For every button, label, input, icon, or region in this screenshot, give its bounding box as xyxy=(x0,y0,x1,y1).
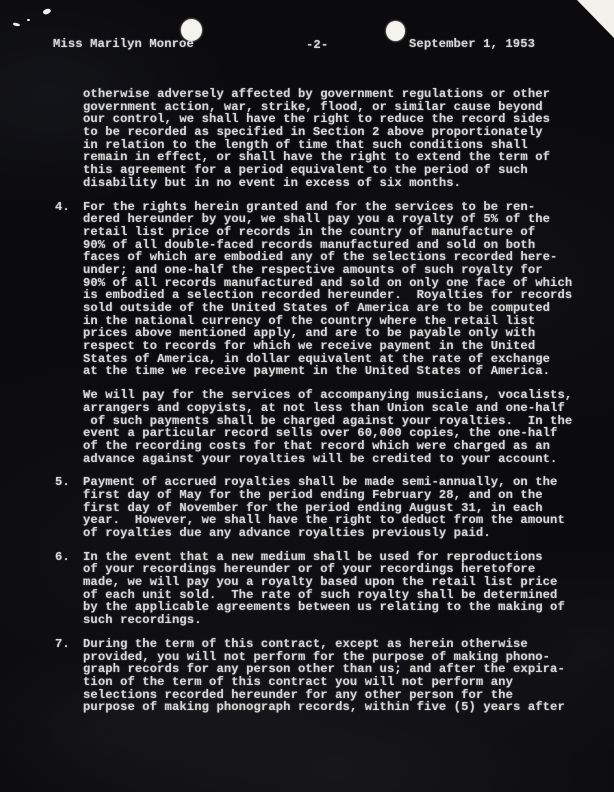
ink-speck-icon xyxy=(13,22,20,26)
paragraph-number xyxy=(55,389,83,465)
text-line: under; and one-half the respective amounts of such royalty for xyxy=(83,262,543,277)
text-line: of each unit sold. The rate of such royalty shall be determined xyxy=(83,587,558,602)
text-line: States of America, in dollar equivalent at the rate of exchange xyxy=(83,351,551,366)
paragraph xyxy=(55,88,605,190)
text-line: sold outside of the United States of America are to be computed xyxy=(83,301,551,315)
recipient-name: Miss Marilyn Monroe xyxy=(53,37,194,51)
document-date: September 1, 1953 xyxy=(409,37,536,51)
paragraph-number: 6. xyxy=(55,549,70,564)
text-line: by the applicable agreements between us relating to the making of xyxy=(83,600,565,615)
text-line: selections recorded hereunder for any other person for the xyxy=(83,687,513,702)
text-line: dered hereunder by you, we shall pay you a royalty of 5% of the xyxy=(83,212,551,227)
text-line: such recordings. xyxy=(83,613,202,628)
paragraph-lines xyxy=(83,389,605,465)
text-line: first day of May for the period ending February 28, and on the xyxy=(83,487,543,502)
text-line: this agreement for a period equivalent to the period of such xyxy=(83,163,528,178)
text-line: of your recordings hereunder or of your recordings heretofore xyxy=(83,562,536,577)
text-line: faces of which are embodied any of the selections recorded here- xyxy=(83,250,558,265)
paragraph-lines xyxy=(83,476,605,539)
text-line: event a particular record sells over 60,000 copies, the one-half xyxy=(83,426,558,441)
text-line: first day of November for the period ending August 31, in each xyxy=(83,500,543,515)
paragraph xyxy=(55,551,605,627)
text-line: government action, war, strike, flood, or similar cause beyond xyxy=(83,99,543,114)
text-line: to be recorded as specified in Section 2 above proportionately xyxy=(83,125,543,140)
text-line: remain in effect, or shall have the right to extend the term of xyxy=(83,150,551,165)
paragraph-number xyxy=(55,88,83,190)
text-line: at the time we receive payment in the United States of America. xyxy=(83,364,551,379)
paragraph-lines xyxy=(83,88,605,190)
text-line: made, we will pay you a royalty based upon the retail list price xyxy=(83,575,558,590)
text-line: For the rights herein granted and for the services to be ren- xyxy=(83,199,536,214)
text-line: In the event that a new medium shall be used for reproductions xyxy=(83,549,543,564)
paragraph xyxy=(55,201,605,379)
text-line: otherwise adversely affected by government regulations or other xyxy=(83,87,551,101)
text-line: retail list price of records in the country of manufacture of xyxy=(83,224,536,239)
text-line: During the term of this contract, except as herein otherwise xyxy=(83,636,528,651)
paragraph-number: 5. xyxy=(55,475,70,490)
text-line: 90% of all double-faced records manufactured and sold on both xyxy=(83,237,536,252)
ink-speck-icon xyxy=(27,19,30,21)
text-line: tion of the term of this contract you will not perform any xyxy=(83,674,513,689)
text-line: purpose of making phonograph records, within five (5) years after xyxy=(83,700,565,715)
document-body xyxy=(55,88,605,725)
paragraph-number: 7. xyxy=(55,636,70,651)
text-line: provided, you will not perform for the purpose of making phono- xyxy=(83,649,551,664)
text-line: our control, we shall have the right to reduce the record sides xyxy=(83,112,551,127)
page-number: -2- xyxy=(306,38,329,52)
text-line: year. However, we shall have the right to deduct from the amount xyxy=(83,513,565,528)
text-line: in relation to the length of time that such conditions shall xyxy=(83,137,528,152)
text-line: respect to records for which we receive payment in the United xyxy=(83,339,536,354)
paragraph xyxy=(55,389,605,465)
text-line: is embodied a selection recorded hereunder. Royalties for records xyxy=(83,288,573,303)
text-line: in the national currency of the country where the retail list xyxy=(83,313,536,328)
page-header xyxy=(0,37,614,53)
paragraph-lines xyxy=(83,638,605,714)
ink-speck-icon xyxy=(42,8,51,16)
text-line: Payment of accrued royalties shall be made semi-annually, on the xyxy=(83,475,558,490)
paragraph-number: 4. xyxy=(55,199,70,214)
paragraph-lines xyxy=(83,551,605,627)
text-line: of such payments shall be charged against your royalties. In the xyxy=(83,413,573,428)
paragraph xyxy=(55,476,605,539)
paragraph-lines xyxy=(83,201,605,379)
text-line: advance against your royalties will be credited to your account. xyxy=(83,451,558,466)
text-line: disability but in no event in excess of six months. xyxy=(83,175,462,190)
text-line: of royalties due any advance royalties previously paid. xyxy=(83,526,491,540)
corner-fold-icon xyxy=(577,0,614,38)
paragraph xyxy=(55,638,605,714)
text-line: graph records for any person other than us; and after the expira- xyxy=(83,662,565,677)
text-line: of the recording costs for that record which were charged as an xyxy=(83,438,551,453)
text-line: prices above mentioned apply, and are to be payable only with xyxy=(83,326,536,341)
text-line: 90% of all records manufactured and sold on only one face of which xyxy=(83,275,573,290)
text-line: arrangers and copyists, at not less than Union scale and one-half xyxy=(83,400,565,415)
text-line: We will pay for the services of accompanying musicians, vocalists, xyxy=(83,388,573,403)
